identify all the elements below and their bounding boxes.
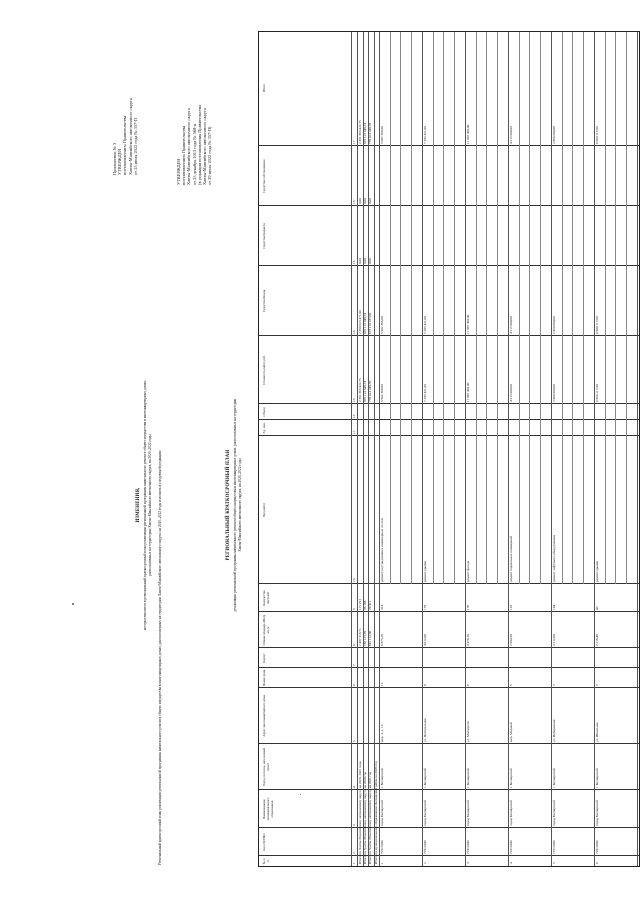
table-column-divider xyxy=(259,855,639,856)
approval-line: постановлением Правительства xyxy=(122,115,128,175)
row-municipality: город Белоярский xyxy=(508,800,513,826)
row-area: 3 476,70 xyxy=(465,634,470,646)
amendments-text-line: расположенных на территории Ханты-Мансийского автономного округа, на 2020–2022 годы xyxy=(148,434,152,576)
table-subrow-divider xyxy=(519,32,520,584)
table-header-cell: Объем xyxy=(262,407,266,417)
table-subrow-divider xyxy=(400,32,401,584)
row-oktmo: 71811000 xyxy=(465,840,470,854)
row-town: г. Белоярский xyxy=(465,768,470,788)
approval-line: УТВЕРЖДЕН xyxy=(176,158,181,185)
approval-line: от 25 июля 2022 года № 357-П xyxy=(132,118,138,175)
table-subrow-divider xyxy=(486,32,487,584)
row-work: ремонт подвальных помещений xyxy=(508,536,513,582)
table-header-cell: Стоимость работ, руб. xyxy=(262,355,266,385)
row-work: ремонт крыши xyxy=(594,560,599,582)
row-address: ул. Молодости xyxy=(465,720,470,742)
table-column-number: 15 xyxy=(352,260,356,264)
row-cost: 6 960 117,00 xyxy=(594,384,599,402)
row-area: 4 012,00 xyxy=(422,634,427,646)
row-town: г. Белоярский xyxy=(594,768,599,788)
approval-line: от 29 июля 2022 года № 357-П) xyxy=(207,126,213,185)
table-header-cell: Город, поселок, населенный пункт xyxy=(262,747,270,787)
approval-line: Ханты-Мансийского автономного округа xyxy=(202,108,208,185)
table-subrow-divider xyxy=(497,32,498,584)
row-work: ремонт лифтового оборудования xyxy=(551,534,556,582)
table-column-number: 12 xyxy=(352,414,356,418)
summary-row-cost: 770 413 249,70 xyxy=(368,380,373,402)
summary-row-total: 770 413 249,70 xyxy=(368,122,373,144)
row-cost: 4 215 000,00 xyxy=(508,384,513,402)
row-house: 8 xyxy=(422,684,427,686)
summary-row-count: 115 293 xyxy=(358,599,362,610)
summary-row-fund: 673 118 237,00 xyxy=(368,312,373,334)
row-oktmo: 71811000 xyxy=(551,840,556,854)
row-work: ремонт внутридомовых инженерных систем xyxy=(379,518,384,582)
row-municipality: город Белоярский xyxy=(551,800,556,826)
row-area: 2 884,50 xyxy=(508,634,513,646)
row-area: 3 212,00 xyxy=(551,634,556,646)
table-column-divider xyxy=(259,687,639,688)
table-subrow-divider xyxy=(626,32,627,584)
row-address: ул. Школьная xyxy=(594,722,599,742)
row-address: мкр. Мирный xyxy=(508,722,513,742)
plan-subtitle: Ханты-Мансийского автономного округа, на 2020–2022 годы xyxy=(238,458,242,552)
table-subrow-divider xyxy=(529,32,530,584)
table-header-cell: Вид работ xyxy=(262,503,266,517)
table-column-number: 3 xyxy=(352,824,356,826)
summary-row-fund: 825 113 348,74 xyxy=(363,312,368,334)
table-header-cell: Средства бюджета xyxy=(262,223,266,249)
row-total: 7 283 421,00 xyxy=(422,126,427,144)
row-fund: 2 860 000,00 xyxy=(551,316,556,334)
row-address: мкр. 3, д. 12 xyxy=(379,724,384,742)
row-oktmo: 71811000 xyxy=(422,840,427,854)
table-column-divider xyxy=(259,265,639,266)
table-column-number: 1 xyxy=(352,862,356,864)
summary-row-label: Итого по Ханты-Мансийскому автономному округу на 2020–2022 годы xyxy=(358,761,362,864)
row-work: ремонт крыши xyxy=(422,560,427,582)
row-house: 5 xyxy=(508,684,513,686)
table-row-divider xyxy=(637,32,638,866)
table-subrow-divider xyxy=(562,32,563,584)
summary-row-owners: 0,00 xyxy=(358,198,362,204)
row-address: ул. Набережная xyxy=(551,719,556,742)
table-column-divider xyxy=(259,435,639,436)
table-column-divider xyxy=(259,419,639,420)
row-town: г. Белоярский xyxy=(379,768,384,788)
row-oktmo: 71811000 xyxy=(594,840,599,854)
table-column-divider xyxy=(259,205,639,206)
row-cost: 11 867 493,00 xyxy=(465,382,470,402)
table-column-divider xyxy=(259,335,639,336)
table-column-divider xyxy=(259,583,639,584)
row-municipality: город Белоярский xyxy=(422,800,427,826)
approval-line: от 25 декабря 2013 года № 568-п xyxy=(191,124,197,185)
row-people: 125 xyxy=(508,604,513,610)
row-town: г. Белоярский xyxy=(422,768,427,788)
table-subrow-divider xyxy=(390,32,391,584)
row-house: 2 xyxy=(551,684,556,686)
row-area: 6 875,20 xyxy=(379,634,384,646)
summary-row-label: Итого по Ханты-Мансийскому автономному округу на 2021 год xyxy=(368,771,373,864)
row-house: 6 xyxy=(465,684,470,686)
table-header-cell: Номер дома xyxy=(262,669,266,687)
row-cost: 5 902 366,00 xyxy=(379,384,384,402)
table-column-number: 14 xyxy=(352,330,356,334)
approval-line: Приложение № 3 xyxy=(112,142,117,175)
summary-row-area: 2 497 319,71 xyxy=(358,628,362,646)
table-column-number: 7 xyxy=(352,664,356,666)
amendments-title: ИЗМЕНЕНИЯ, xyxy=(136,487,141,523)
summary-row-cost: 2 391 863 422,75 xyxy=(358,378,362,402)
table-subrow-divider xyxy=(433,32,434,584)
table-header-cell: Ед. изм. xyxy=(262,422,266,434)
table-column-divider xyxy=(259,145,639,146)
row-fund: 6 960 117,00 xyxy=(594,316,599,334)
table-header-cell: Итого xyxy=(262,83,266,93)
table-header-cell: Средства Фонда xyxy=(262,289,266,313)
table-column-divider xyxy=(259,647,639,648)
row-town: г. Белоярский xyxy=(508,768,513,788)
row-municipality: город Белоярский xyxy=(594,800,599,826)
row-municipality: город Белоярский xyxy=(379,800,384,826)
summary-row-owners: 0,00 xyxy=(363,198,368,204)
table-header-cell: Наименование муниципального образования xyxy=(262,797,274,821)
table-subrow-divider xyxy=(572,32,573,584)
approval-line: (в редакции постановления Правительства xyxy=(196,105,202,185)
summary-row-cost: 825 113 348,74 xyxy=(363,380,368,402)
district-row-label: Итого по муниципальному образованию Белоярский район на 2020 год xyxy=(373,761,378,864)
amendments-text-line: Региональный краткосрочный план реализации региональной программы капитального ремонта общего имущества в многоквартирных домах, расположенных на территории Ханты-Мансийского автономного округа, на 2020–2022 годы изложить в следующей редакции: xyxy=(158,450,162,865)
table-column-number: 17 xyxy=(352,140,356,144)
table-column-divider xyxy=(259,743,639,744)
row-number: 5 xyxy=(551,862,556,864)
table-column-divider xyxy=(259,667,639,668)
row-oktmo: 71811000 xyxy=(379,840,384,854)
scan-speck xyxy=(300,794,301,795)
table-header-cell: Корпус xyxy=(262,653,266,663)
plan-subtitle: реализации региональной программы капитального ремонта общего имущества в многоквартирных домах, расположенных на территории xyxy=(233,398,237,612)
table-subrow-divider xyxy=(443,32,444,584)
row-total: 2 860 000,00 xyxy=(551,126,556,144)
summary-row-count: 29 411 xyxy=(368,600,373,610)
row-address: ул. Центральная xyxy=(422,718,427,742)
table-column-number: 9 xyxy=(352,608,356,610)
table-column-divider xyxy=(259,403,639,404)
summary-row-budget: 0,00 xyxy=(358,258,362,264)
row-area: 2 216,40 xyxy=(594,634,599,646)
row-oktmo: 71811000 xyxy=(508,840,513,854)
row-people: 178 xyxy=(422,604,427,610)
table-header-cell: Код ОКТМО xyxy=(262,833,266,851)
table-header-cell: Средства собственников xyxy=(262,159,266,193)
row-municipality: город Белоярский xyxy=(465,800,470,826)
amendments-text-line: которые вносятся в региональный краткосрочный план реализации региональной программы капитального ремонта общего имущества в многоквартирных домах, xyxy=(143,379,147,631)
row-town: г. Белоярский xyxy=(551,768,556,788)
table-column-number: 10 xyxy=(352,578,356,582)
row-cost: 7 283 421,00 xyxy=(422,384,427,402)
row-total: 5 902 366,00 xyxy=(379,126,384,144)
row-cost: 2 860 000,00 xyxy=(551,384,556,402)
summary-row-budget: 0,00 xyxy=(368,258,373,264)
table-column-divider xyxy=(259,789,639,790)
row-number: 3 xyxy=(465,862,470,864)
approval-line: Ханты-Мансийского автономного округа xyxy=(127,98,133,175)
scan-speck xyxy=(72,603,74,605)
summary-row-label: Итого по Ханты-Мансийскому автономному округу на 2020 год xyxy=(363,771,368,864)
approval-block-plan xyxy=(176,105,212,185)
row-number: 6 xyxy=(594,862,599,864)
approval-block-appendix xyxy=(112,98,138,175)
row-total: 6 960 117,00 xyxy=(594,126,599,144)
table-header-cell: Адрес многоквартирного дома xyxy=(262,695,266,737)
table-column-number: 11 xyxy=(352,430,356,434)
table-column-number: 5 xyxy=(352,740,356,742)
row-people: 144 xyxy=(551,604,556,610)
table-subrow-divider xyxy=(454,32,455,584)
row-work: ремонт фасада xyxy=(465,560,470,582)
row-fund: 4 215 000,00 xyxy=(508,316,513,334)
row-house: 3 xyxy=(594,684,599,686)
plan-title: РЕГИОНАЛЬНЫЙ КРАТКОСРОЧНЫЙ ПЛАН xyxy=(226,449,231,561)
table-column-divider xyxy=(259,827,639,828)
row-total: 11 867 493,00 xyxy=(465,124,470,144)
row-people: 314 xyxy=(379,604,384,610)
summary-row-count: 36 168 xyxy=(363,600,368,610)
table-header-cell: Общая площадь МКД, кв. м xyxy=(262,614,270,646)
plan-table xyxy=(258,31,640,867)
table-subrow-divider xyxy=(411,32,412,584)
row-fund: 11 867 493,00 xyxy=(465,314,470,334)
summary-row-fund: 2 390 623 471,00 xyxy=(358,310,362,334)
table-column-number: 2 xyxy=(352,852,356,854)
row-people: 43 xyxy=(594,606,599,610)
table-subrow-divider xyxy=(583,32,584,584)
row-number: 1 xyxy=(379,862,384,864)
table-column-number: 8 xyxy=(352,644,356,646)
row-total: 4 215 000,00 xyxy=(508,126,513,144)
table-column-number: 16 xyxy=(352,200,356,204)
summary-row-total: 825 113 348,74 xyxy=(363,122,368,144)
row-number: 4 xyxy=(508,862,513,864)
approval-line: Ханты-Мансийского автономного округа xyxy=(186,108,192,185)
table-column-number: 4 xyxy=(352,786,356,788)
table-subrow-divider xyxy=(605,32,606,584)
summary-row-owners: 0,00 xyxy=(368,198,373,204)
row-fund: 7 283 421,00 xyxy=(422,316,427,334)
summary-row-area: 782 115,70 xyxy=(363,630,368,646)
row-number: 2 xyxy=(422,862,427,864)
table-subrow-divider xyxy=(476,32,477,584)
table-header-cell: № п/п xyxy=(262,857,270,865)
table-subrow-divider xyxy=(615,32,616,584)
row-people: 176 xyxy=(465,604,470,610)
table-column-divider xyxy=(259,611,639,612)
table-subrow-divider xyxy=(540,32,541,584)
table-column-number: 6 xyxy=(352,684,356,686)
row-house: 12 xyxy=(379,682,384,686)
summary-row-budget: 0,00 xyxy=(363,258,368,264)
table-header-cell: Количество жителей xyxy=(262,590,270,606)
row-fund: 5 902 366,00 xyxy=(379,316,384,334)
approval-line: УТВЕРЖДЕН xyxy=(117,148,123,175)
summary-row-area: 641 112,00 xyxy=(368,630,373,646)
approval-line: постановлением Правительства xyxy=(181,125,187,185)
table-column-number: 13 xyxy=(352,398,356,402)
summary-row-total: 2 391 863 422,75 xyxy=(358,120,362,144)
